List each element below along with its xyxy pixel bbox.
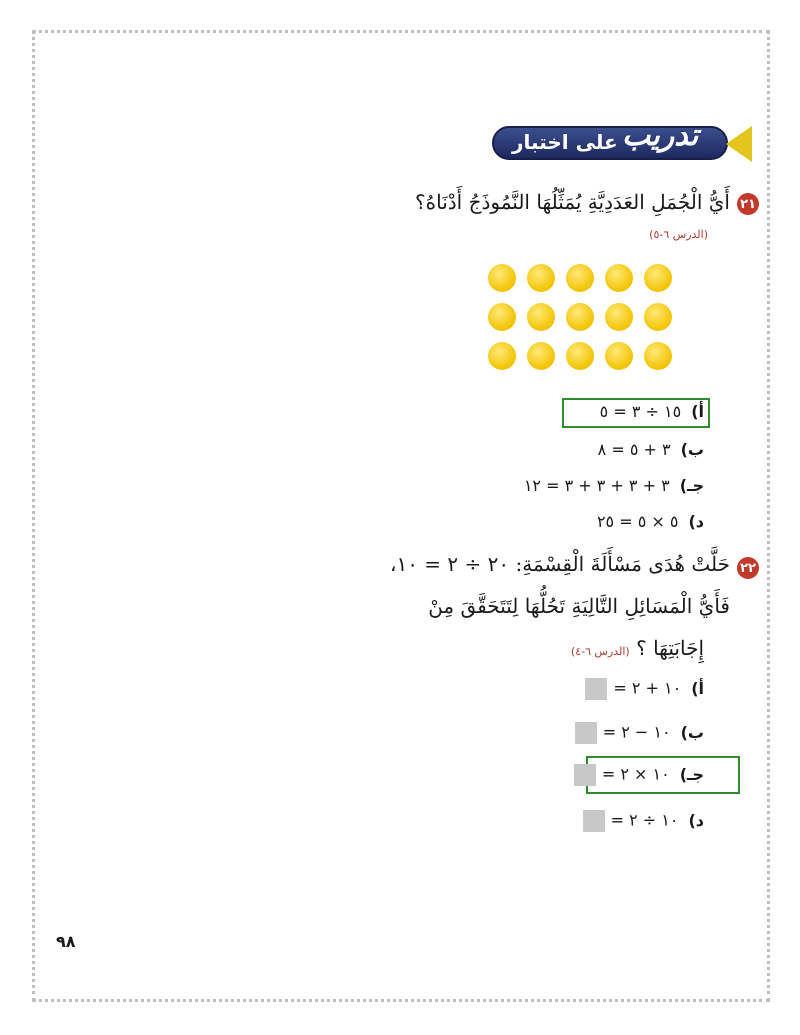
question-text-line-3 [404,636,704,660]
option-value: ١٠ − ٢ = [602,722,671,742]
option-value: ٥ × ٥ = ٢٥ [596,512,679,531]
dot [566,303,594,331]
lesson-reference: (الدرس ٦-٥) [649,228,708,241]
answer-option-d[interactable] [583,810,704,832]
option-label: د) [688,512,704,531]
option-label: جـ) [679,764,704,784]
option-label: ب) [680,722,704,742]
option-value: ١٠ ÷ ٢ = [610,810,679,830]
answer-option-d[interactable] [597,512,704,531]
option-label: ب) [680,440,704,459]
answer-option-c[interactable] [574,764,704,786]
dot [527,342,555,370]
answer-option-b[interactable] [575,722,704,744]
dot [527,303,555,331]
dot [527,264,555,292]
dot [566,342,594,370]
option-value: ١٠ × ٢ = [601,764,670,784]
question-text-line-3-text: إِجَابَتِهَا ؟ [636,636,704,660]
dot [605,303,633,331]
blank-box [574,764,596,786]
option-label: د) [688,810,704,830]
practice-test-banner [492,118,760,166]
dot [605,342,633,370]
dot [566,264,594,292]
answer-option-a[interactable] [600,402,704,421]
answer-option-b[interactable] [598,440,704,459]
dot [644,342,672,370]
question-text-line-1: حَلَّتْ هُدَى مَسْأَلَةَ الْقِسْمَةِ: ٢٠ ÷ ٢ = ١٠، [389,552,730,576]
blank-box [585,678,607,700]
question-number-badge: ٢٢ [737,557,759,579]
dot [644,264,672,292]
dot [488,264,516,292]
blank-box [575,722,597,744]
dot [488,342,516,370]
dot [488,303,516,331]
option-label: أ) [691,678,704,698]
lesson-reference: (الدرس ٦-٤) [570,645,630,658]
answer-option-a[interactable] [585,678,704,700]
option-value: ١٥ ÷ ٣ = ٥ [599,402,682,421]
question-text-line-2: فَأَيُّ الْمَسَائِلِ التَّالِيَةِ تَحُلُّهَا لِتَتَحَقَّقَ مِنْ [428,594,730,618]
option-value: ٣ + ٥ = ٨ [597,440,671,459]
dot [644,303,672,331]
blank-box [583,810,605,832]
dot-array-model [488,264,680,376]
option-value: ٣ + ٣ + ٣ + ٣ = ١٢ [523,476,670,495]
dot [605,264,633,292]
option-label: أ) [691,402,704,421]
option-value: ١٠ + ٢ = [613,678,682,698]
page-number: ٩٨ [56,932,76,951]
question-text: أَيُّ الْجُمَلِ العَدَدِيَّةِ يُمَثِّلُهَا النَّمُوذَجُ أَدْنَاهُ؟ [415,190,730,214]
option-label: جـ) [679,476,704,495]
question-number-badge: ٢١ [737,193,759,215]
banner-title: على اختبار [512,130,618,154]
answer-option-c[interactable] [524,476,704,495]
banner-logo-text: تدريب [622,118,699,153]
banner-arrow-icon [726,126,752,162]
